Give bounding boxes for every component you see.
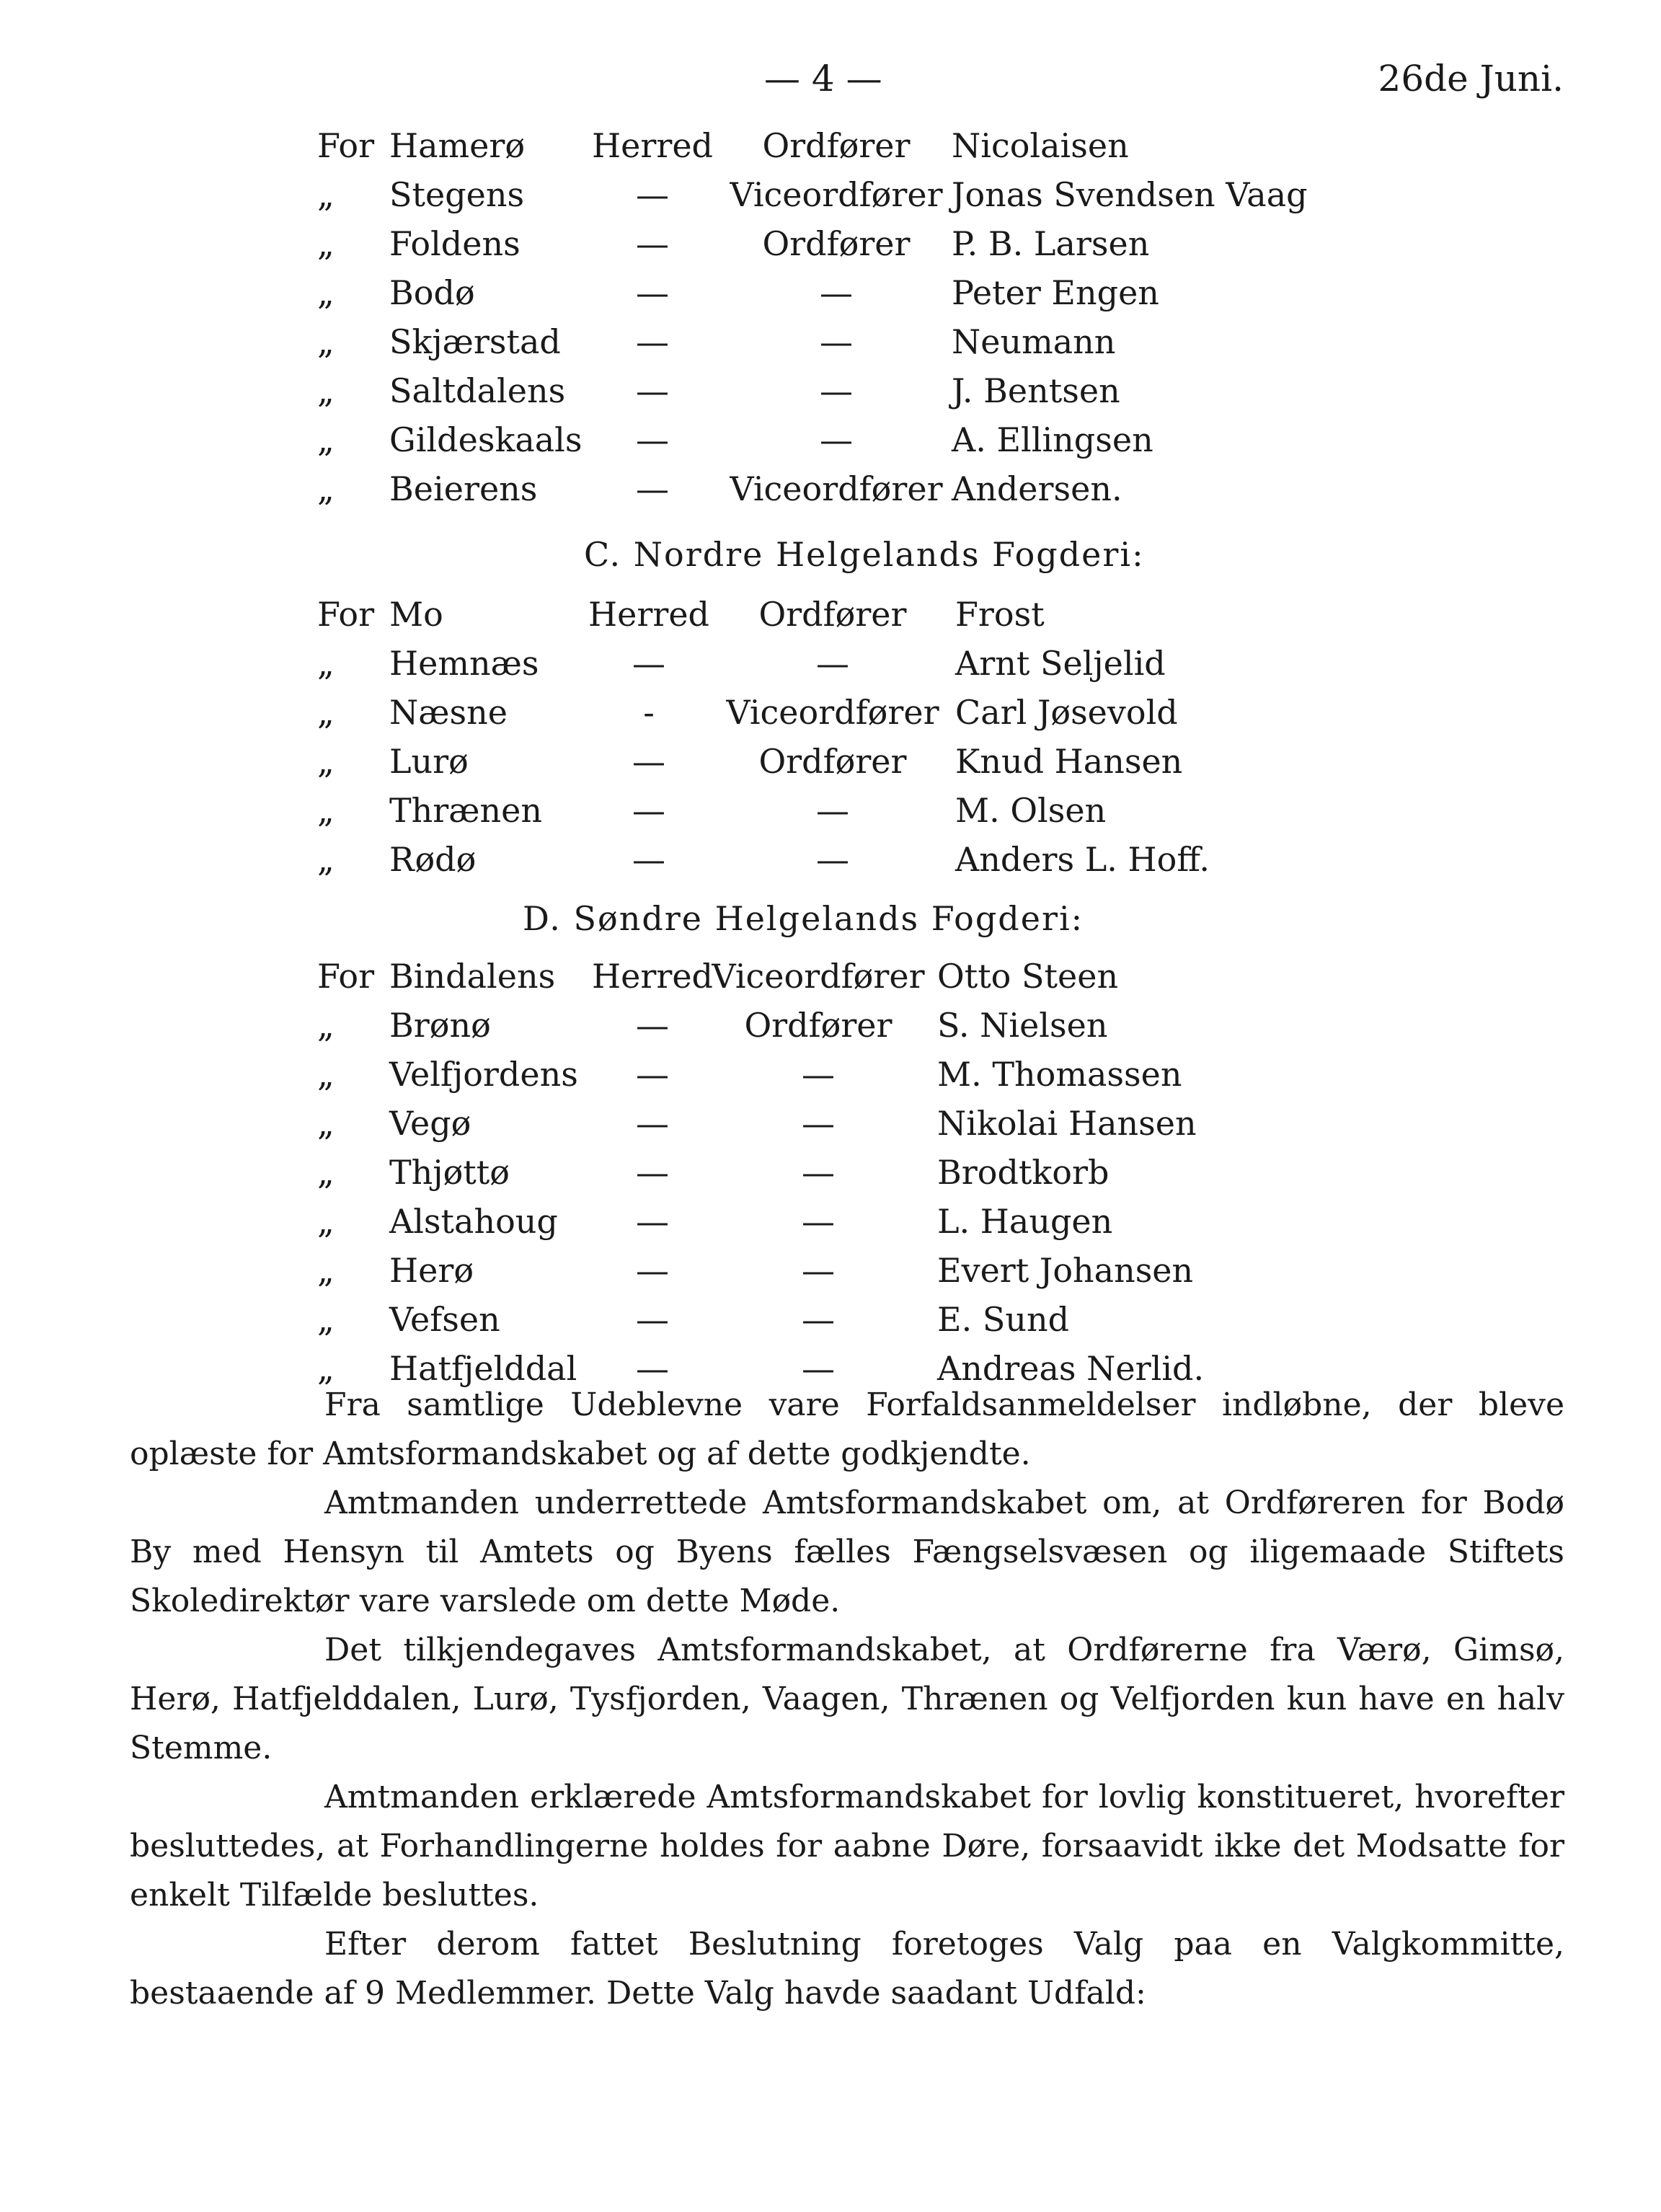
role-label: Viceordfører — [712, 957, 925, 996]
page-date: 26de Juni. — [1378, 58, 1564, 99]
row-prefix: „ — [317, 322, 335, 361]
roster-row — [317, 737, 1615, 786]
person-name: Brodtkorb — [937, 1153, 1109, 1192]
herred-label: — — [636, 322, 669, 361]
herred-name: Thjøttø — [389, 1153, 510, 1192]
herred-name: Bindalens — [389, 957, 556, 996]
herred-label: — — [636, 1104, 669, 1143]
page-header — [0, 58, 1661, 101]
role-label: — — [820, 322, 853, 361]
herred-label: — — [636, 371, 669, 410]
row-prefix: „ — [317, 469, 335, 508]
roster-row — [317, 464, 1615, 513]
person-name: E. Sund — [937, 1300, 1070, 1339]
row-prefix: „ — [317, 1006, 335, 1045]
herred-name: Velfjordens — [389, 1055, 578, 1094]
herred-label: — — [636, 1055, 669, 1094]
role-label: — — [802, 1104, 835, 1143]
herred-name: Foldens — [389, 224, 521, 263]
person-name: Peter Engen — [952, 273, 1159, 312]
roster-row — [317, 121, 1615, 170]
person-name: J. Bentsen — [952, 371, 1120, 410]
row-prefix: For — [317, 595, 375, 634]
herred-name: Alstahoug — [389, 1202, 558, 1241]
role-label: — — [816, 791, 849, 830]
page-number: — 4 — — [764, 58, 882, 99]
person-name: Evert Johansen — [937, 1251, 1194, 1290]
herred-name: Bodø — [389, 273, 475, 312]
role-label: Ordfører — [762, 126, 911, 165]
paragraph-constituted: Amtmanden erklærede Amtsformandskabet for lovlig konstitueret, hvorefter besluttedes, at Forhandlingerne holdes for aabne Døre, forsaavidt ikke det Modsatte for enkelt Tilfælde besluttes. — [130, 1779, 1564, 1914]
herred-label: — — [636, 273, 669, 312]
herred-name: Rødø — [389, 840, 477, 879]
herred-name: Saltdalens — [389, 371, 566, 410]
person-name: Frost — [955, 595, 1045, 634]
row-prefix: „ — [317, 1349, 335, 1388]
row-prefix: „ — [317, 644, 335, 683]
row-prefix: „ — [317, 1300, 335, 1339]
section-b-roster — [317, 121, 1615, 513]
person-name: Nikolai Hansen — [937, 1104, 1197, 1143]
role-label: Ordfører — [758, 595, 907, 634]
paragraph-absences: Fra samtlige Udeblevne vare Forfaldsanmeldelser indløbne, der bleve oplæste for Amtsformandskabet og af dette godkjendte. — [130, 1386, 1564, 1472]
role-label: Ordfører — [758, 742, 907, 781]
herred-name: Vefsen — [389, 1300, 500, 1339]
herred-label: — — [632, 742, 665, 781]
row-prefix: „ — [317, 791, 335, 830]
person-name: Andreas Nerlid. — [937, 1349, 1205, 1388]
herred-label: — — [636, 469, 669, 508]
herred-label: — — [636, 1006, 669, 1045]
person-name: M. Thomassen — [937, 1055, 1182, 1094]
person-name: Otto Steen — [937, 957, 1119, 996]
person-name: Neumann — [952, 322, 1116, 361]
section-c-heading: C. Nordre Helgelands Fogderi: — [584, 535, 1145, 574]
roster-row — [317, 590, 1615, 639]
role-label: — — [802, 1153, 835, 1192]
role-label: — — [820, 371, 853, 410]
roster-row — [317, 1099, 1615, 1148]
role-label: — — [816, 840, 849, 879]
section-d-roster — [317, 952, 1615, 1393]
herred-name: Lurø — [389, 742, 469, 781]
role-label: — — [802, 1251, 835, 1290]
roster-row — [317, 317, 1615, 366]
person-name: P. B. Larsen — [952, 224, 1150, 263]
paragraph-election: Efter derom fattet Beslutning foretoges Valg paa en Valgkommitte, bestaaende af 9 Medlemmer. Dette Valg havde saadant Udfald: — [130, 1926, 1564, 2012]
row-prefix: „ — [317, 1202, 335, 1241]
herred-label: — — [632, 791, 665, 830]
person-name: Anders L. Hoff. — [955, 840, 1210, 879]
row-prefix: For — [317, 126, 375, 165]
role-label: — — [802, 1300, 835, 1339]
row-prefix: „ — [317, 273, 335, 312]
herred-name: Skjærstad — [389, 322, 561, 361]
roster-row — [317, 1050, 1615, 1099]
row-prefix: „ — [317, 1055, 335, 1094]
roster-row — [317, 1148, 1615, 1197]
body-text — [130, 1381, 1564, 2018]
herred-label: — — [636, 224, 669, 263]
role-label: Ordfører — [762, 224, 911, 263]
paragraph-notification: Amtmanden underrettede Amtsformandskabet om, at Ordføreren for Bodø By med Hensyn til Amtets og Byens fælles Fængselsvæsen og iligemaade Stiftets Skoledirektør vare varslede om dette Møde. — [130, 1485, 1564, 1619]
herred-label: — — [636, 1153, 669, 1192]
herred-label: — — [632, 840, 665, 879]
person-name: M. Olsen — [955, 791, 1107, 830]
paragraph-half-votes: Det tilkjendegaves Amtsformandskabet, at Ordførerne fra Værø, Gimsø, Herø, Hatfjelddalen, Lurø, Tysfjorden, Vaagen, Thrænen og Velfjorden kun have en halv Stemme. — [130, 1632, 1564, 1766]
role-label: — — [802, 1055, 835, 1094]
row-prefix: „ — [317, 371, 335, 410]
roster-row — [317, 268, 1615, 317]
role-label: Viceordfører — [726, 693, 939, 732]
row-prefix: „ — [317, 1153, 335, 1192]
role-label: — — [820, 420, 853, 459]
section-c-roster — [317, 590, 1615, 884]
herred-name: Vegø — [389, 1104, 471, 1143]
roster-row — [317, 639, 1615, 688]
role-label: — — [816, 644, 849, 683]
herred-label: Herred — [592, 126, 713, 165]
person-name: S. Nielsen — [937, 1006, 1108, 1045]
person-name: Jonas Svendsen Vaag — [952, 175, 1308, 214]
role-label: Ordfører — [744, 1006, 892, 1045]
person-name: Andersen. — [952, 469, 1122, 508]
roster-row — [317, 219, 1615, 268]
roster-row — [317, 952, 1615, 1001]
herred-label: — — [636, 1202, 669, 1241]
row-prefix: „ — [317, 420, 335, 459]
herred-name: Næsne — [389, 693, 508, 732]
row-prefix: For — [317, 957, 375, 996]
roster-row — [317, 688, 1615, 737]
herred-label: Herred — [592, 957, 713, 996]
herred-label: — — [632, 644, 665, 683]
person-name: A. Ellingsen — [952, 420, 1153, 459]
person-name: Carl Jøsevold — [955, 693, 1178, 732]
herred-label: Herred — [588, 595, 709, 634]
herred-label: - — [643, 693, 655, 732]
row-prefix: „ — [317, 742, 335, 781]
herred-name: Hatfjelddal — [389, 1349, 577, 1388]
herred-name: Beierens — [389, 469, 538, 508]
row-prefix: „ — [317, 224, 335, 263]
herred-name: Herø — [389, 1251, 474, 1290]
person-name: Knud Hansen — [955, 742, 1183, 781]
herred-label: — — [636, 1300, 669, 1339]
row-prefix: „ — [317, 840, 335, 879]
roster-row — [317, 170, 1615, 219]
roster-row — [317, 1001, 1615, 1050]
herred-name: Stegens — [389, 175, 525, 214]
role-label: — — [802, 1202, 835, 1241]
person-name: Arnt Seljelid — [955, 644, 1166, 683]
herred-name: Thrænen — [389, 791, 543, 830]
herred-label: — — [636, 420, 669, 459]
herred-label: — — [636, 175, 669, 214]
roster-row — [317, 366, 1615, 415]
row-prefix: „ — [317, 693, 335, 732]
row-prefix: „ — [317, 175, 335, 214]
herred-name: Gildeskaals — [389, 420, 583, 459]
herred-name: Mo — [389, 595, 443, 634]
herred-name: Hamerø — [389, 126, 526, 165]
roster-row — [317, 1246, 1615, 1295]
herred-name: Hemnæs — [389, 644, 539, 683]
role-label: Viceordfører — [730, 175, 943, 214]
roster-row — [317, 1295, 1615, 1344]
role-label: Viceordfører — [730, 469, 943, 508]
role-label: — — [802, 1349, 835, 1388]
herred-name: Brønø — [389, 1006, 491, 1045]
row-prefix: „ — [317, 1251, 335, 1290]
herred-label: — — [636, 1349, 669, 1388]
roster-row — [317, 1197, 1615, 1246]
role-label: — — [820, 273, 853, 312]
roster-row — [317, 786, 1615, 835]
roster-row — [317, 415, 1615, 464]
section-d-heading: D. Søndre Helgelands Fogderi: — [523, 899, 1084, 938]
herred-label: — — [636, 1251, 669, 1290]
row-prefix: „ — [317, 1104, 335, 1143]
person-name: Nicolaisen — [952, 126, 1129, 165]
person-name: L. Haugen — [937, 1202, 1113, 1241]
roster-row — [317, 835, 1615, 884]
